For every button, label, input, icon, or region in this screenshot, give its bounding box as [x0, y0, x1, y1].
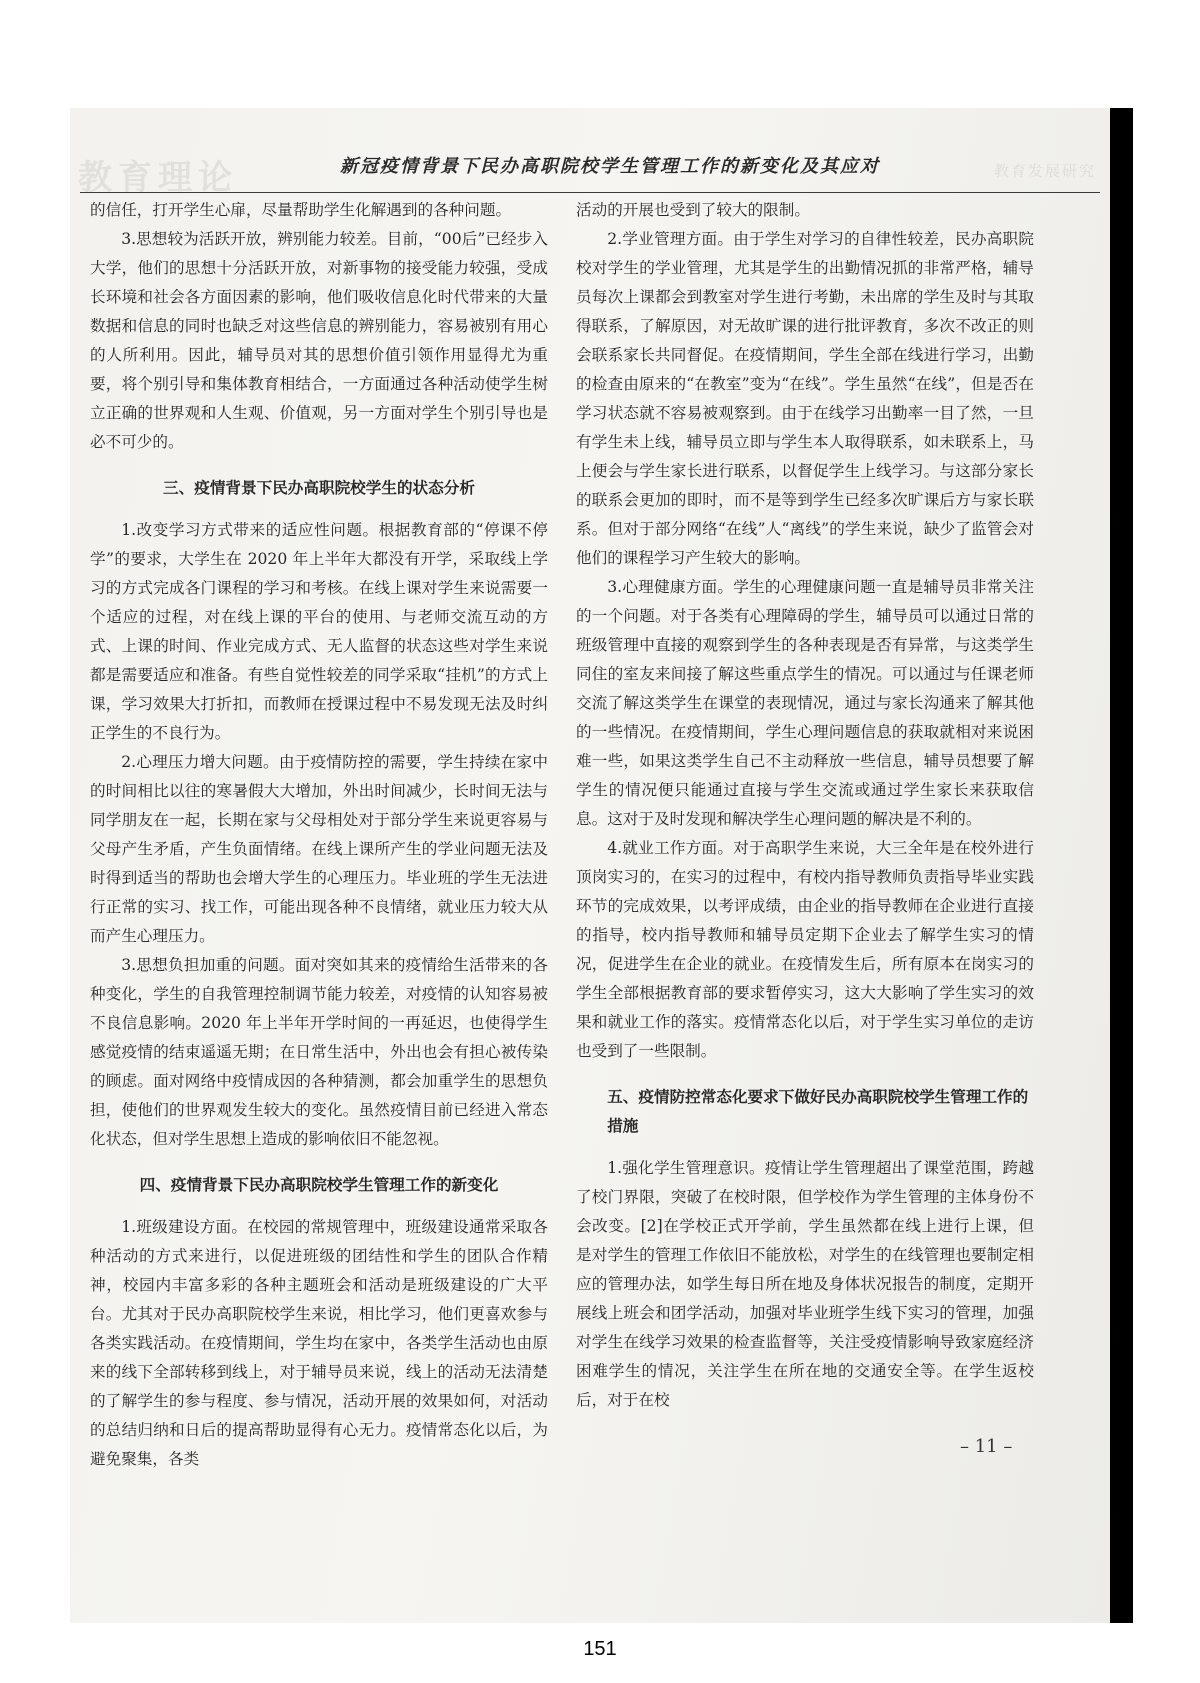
body-paragraph: 3.思想较为活跃开放，辨别能力较差。目前，“00后”已经步入大学，他们的思想十分活跃开放，对新事物的接受能力较强，受成长环境和社会各方面因素的影响，他们吸收信息化时代带来的大量数据和信息的同时也缺乏对这些信息的辨别能力，容易被别有用心的人所利用。因此，辅导员对其的思想价值引领作用显得尤为重要，将个别引导和集体教育相结合，一方面通过各种活动使学生树立正确的世界观和人生观、价值观，另一方面对学生个别引导也是必不可少的。: [90, 230, 548, 451]
right-column: [576, 196, 1034, 1415]
journal-page: [70, 108, 1110, 1623]
page-number: – 11 –: [960, 1436, 1013, 1457]
left-column: [90, 196, 548, 1474]
bleed-through-text: 教育发展研究: [993, 162, 1096, 180]
body-paragraph: 2.心理压力增大问题。由于疫情防控的需要，学生持续在家中的时间相比以往的寒暑假大大增加，外出时间减少，长时间无法与同学朋友在一起，长期在家与父母相处对于部分学生来说更容易与父母产生矛盾，产生负面情绪。在线上课所产生的学业问题无法及时得到适当的帮助也会增大学生的心理压力。毕业班的学生无法进行正常的实习、找工作，可能出现各种不良情绪，就业压力较大从而产生心理压力。: [90, 753, 548, 945]
body-paragraph: 1.强化学生管理意识。疫情让学生管理超出了课堂范围，跨越了校门界限，突破了在校时限，但学校作为学生管理的主体身份不会改变。[2]在学校正式开学前，学生虽然都在线上进行上课，但是对学生的管理工作依旧不能放松，对学生的在线管理也要制定相应的管理办法，如学生每日所在地及身体状况报告的制度，定期开展线上班会和团学活动，加强对毕业班学生线下实习的管理，加强对学生在线学习效果的检查监督等，关注受疫情影响导致家庭经济困难学生的情况，关注学生在所在地的交通安全等。在学生返校后，对于在校: [576, 1159, 1034, 1409]
section-heading: 四、疫情背景下民办高职院校学生管理工作的新变化: [139, 1175, 499, 1194]
body-paragraph: 3.思想负担加重的问题。面对突如其来的疫情给生活带来的各种变化，学生的自我管理控制调节能力较差，对疫情的认知容易被不良信息影响。2020 年上半年开学时间的一再延迟，也使得学生感觉疫情的结束遥遥无期；在日常生活中，外出也会有担心被传染的顾虑。面对网络中疫情成因的各种猜测，都会加重学生的思想负担，使他们的世界观发生较大的变化。虽然疫情目前已经进入常态化状态，但对学生思想上造成的影响依旧不能忽视。: [90, 956, 548, 1148]
page-photo: [70, 108, 1133, 1623]
body-paragraph: 的信任，打开学生心扉，尽量帮助学生化解遇到的各种问题。: [90, 201, 512, 219]
section-heading: 三、疫情背景下民办高职院校学生的状态分析: [163, 478, 475, 497]
body-paragraph: 3.心理健康方面。学生的心理健康问题一直是辅导员非常关注的一个问题。对于各类有心理障碍的学生，辅导员可以通过日常的班级管理中直接的观察到学生的各种表现是否有异常，与这类学生同住的室友来间接了解这些重点学生的情况。可以通过与任课老师交流了解这类学生在课堂的表现情况，通过与家长沟通来了解其他的一些情况。在疫情期间，学生心理问题信息的获取就相对来说困难一些，如果这类学生自己不主动释放一些信息，辅导员想要了解学生的情况便只能通过直接与学生交流或通过学生家长来获取信息。这对于及时发现和解决学生心理问题的解决是不利的。: [576, 578, 1034, 828]
body-paragraph: 1.改变学习方式带来的适应性问题。根据教育部的“停课不停学”的要求，大学生在 2020 年上半年大都没有开学，采取线上学习的方式完成各门课程的学习和考核。在线上课对学生来说需要一个适应的过程，对在线上课的平台的使用、与老师交流互动的方式、上课的时间、作业完成方式、无人监督的状态这些对学生来说都是需要适应和准备。有些自觉性较差的同学采取“挂机”的方式上课，学习效果大打折扣，而教师在授课过程中不易发现无法及时纠正学生的不良行为。: [90, 521, 548, 742]
section-heading: 五、疫情防控常态化要求下做好民办高职院校学生管理工作的措施: [607, 1087, 1029, 1135]
body-paragraph: 活动的开展也受到了较大的限制。: [576, 201, 810, 219]
body-paragraph: 1.班级建设方面。在校园的常规管理中，班级建设通常采取各种活动的方式来进行，以促进班级的团结性和学生的团队合作精神，校园内丰富多彩的各种主题班会和活动是班级建设的广大平台。尤其对于民办高职院校学生来说，相比学习，他们更喜欢参与各类实践活动。在疫情期间，学生均在家中，各类学生活动也由原来的线下全部转移到线上，对于辅导员来说，线上的活动无法清楚的了解学生的参与程度、参与情况，活动开展的效果如何，对活动的总结归纳和日后的提高帮助显得有心无力。疫情常态化以后，为避免聚集，各类: [90, 1218, 548, 1468]
footer-page-number: 151: [583, 1638, 617, 1660]
running-header-title: 新冠疫情背景下民办高职院校学生管理工作的新变化及其应对: [340, 156, 880, 177]
bleed-through-text: 教育理论: [78, 158, 238, 198]
body-paragraph: 4.就业工作方面。对于高职学生来说，大三全年是在校外进行顶岗实习的，在实习的过程中，有校内指导教师负责指导毕业实践环节的完成效果，以考评成绩，由企业的指导教师在企业进行直接的指导，校内指导教师和辅导员定期下企业去了解学生实习的情况，促进学生在企业的就业。在疫情发生后，所有原本在岗实习的学生全部根据教育部的要求暂停实习，这大大影响了学生实习的效果和就业工作的落实。疫情常态化以后，对于学生实习单位的走访也受到了一些限制。: [576, 839, 1034, 1060]
body-paragraph: 2.学业管理方面。由于学生对学习的自律性较差，民办高职院校对学生的学业管理，尤其是学生的出勤情况抓的非常严格，辅导员每次上课都会到教室对学生进行考勤，未出席的学生及时与其取得联系，了解原因，对无故旷课的进行批评教育，多次不改正的则会联系家长共同督促。在疫情期间，学生全部在线进行学习，出勤的检查由原来的“在教室”变为“在线”。学生虽然“在线”，但是否在学习状态就不容易被观察到。由于在线学习出勤率一目了然，一旦有学生未上线，辅导员立即与学生本人取得联系，如未联系上，马上便会与学生家长进行联系，以督促学生上线学习。与这部分家长的联系会更加的即时，而不是等到学生已经多次旷课后方与家长联系。但对于部分网络“在线”人“离线”的学生来说，缺少了监管会对他们的课程学习产生较大的影响。: [576, 230, 1034, 567]
header-rule: [80, 192, 1100, 193]
